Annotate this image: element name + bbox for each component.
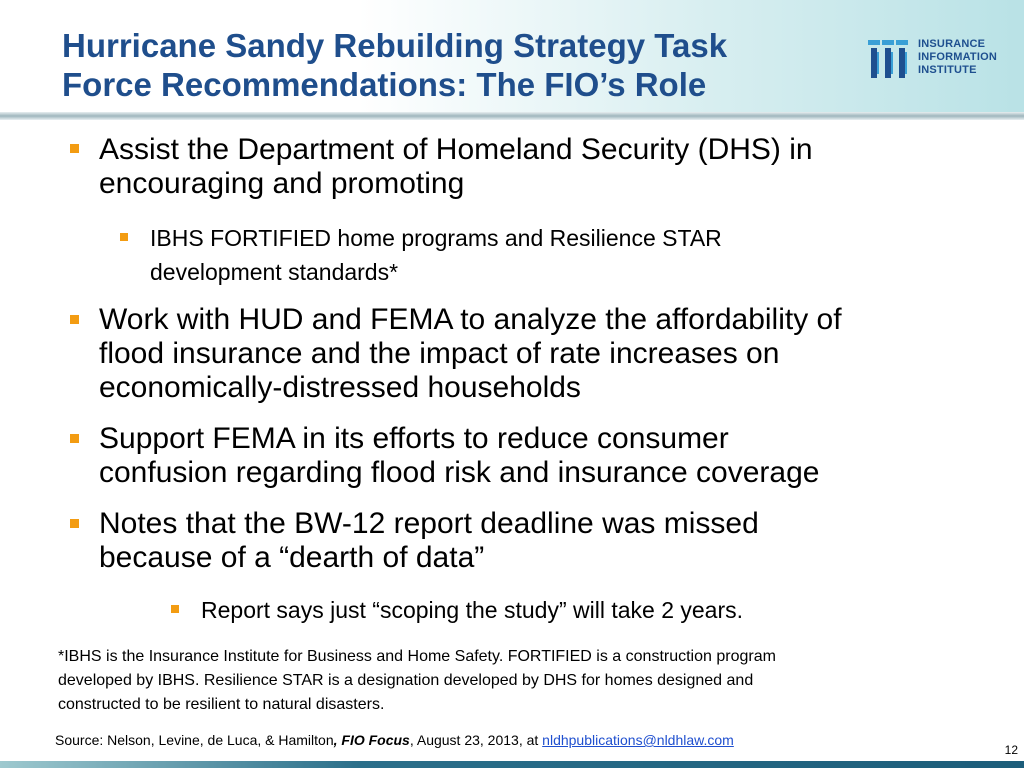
title-line-1: Hurricane Sandy Rebuilding Strategy Task	[62, 27, 728, 64]
source-date: , August 23, 2013, at	[409, 732, 543, 748]
bullet-marker-2	[70, 315, 79, 324]
bullet-marker-4	[70, 519, 79, 528]
sub-bullet-marker-2	[171, 605, 179, 613]
title-line-2: Force Recommendations: The FIO’s Role	[62, 66, 707, 103]
bullet-marker-3	[70, 434, 79, 443]
bullet-1: Assist the Department of Homeland Security (DHS) in encouraging and promoting	[99, 133, 813, 200]
bullet-2: Work with HUD and FEMA to analyze the affordability of flood insurance and the impact of rate increases on economically-distressed households	[99, 303, 842, 404]
source-publication: , FIO Focus	[333, 732, 410, 748]
bullet-marker-1	[70, 144, 79, 153]
source-citation	[55, 731, 955, 749]
sub-bullet-2: Report says just “scoping the study” will take 2 years.	[201, 597, 744, 623]
sub-bullet-marker-1	[120, 233, 128, 241]
sub-bullet-1: IBHS FORTIFIED home programs and Resilience STAR development standards*	[150, 225, 722, 285]
page-number: 12	[1004, 743, 1018, 757]
source-prefix: Source: Nelson, Levine, de Luca, & Hamilton	[55, 732, 334, 748]
footnote: *IBHS is the Insurance Institute for Business and Home Safety. FORTIFIED is a construction program developed by IBHS. Resilience STAR is a designation developed by DHS for homes designed and constructed to be resilient to natural disasters.	[58, 648, 776, 713]
footer-bar	[0, 761, 1024, 768]
source-email-link[interactable]: nldhpublications@nldhlaw.com	[542, 732, 734, 748]
bullet-3: Support FEMA in its efforts to reduce consumer confusion regarding flood risk and insurance coverage	[99, 422, 820, 489]
bullet-4: Notes that the BW-12 report deadline was missed because of a “dearth of data”	[99, 507, 759, 574]
iii-logo-text: INSURANCE INFORMATION INSTITUTE	[918, 38, 997, 76]
